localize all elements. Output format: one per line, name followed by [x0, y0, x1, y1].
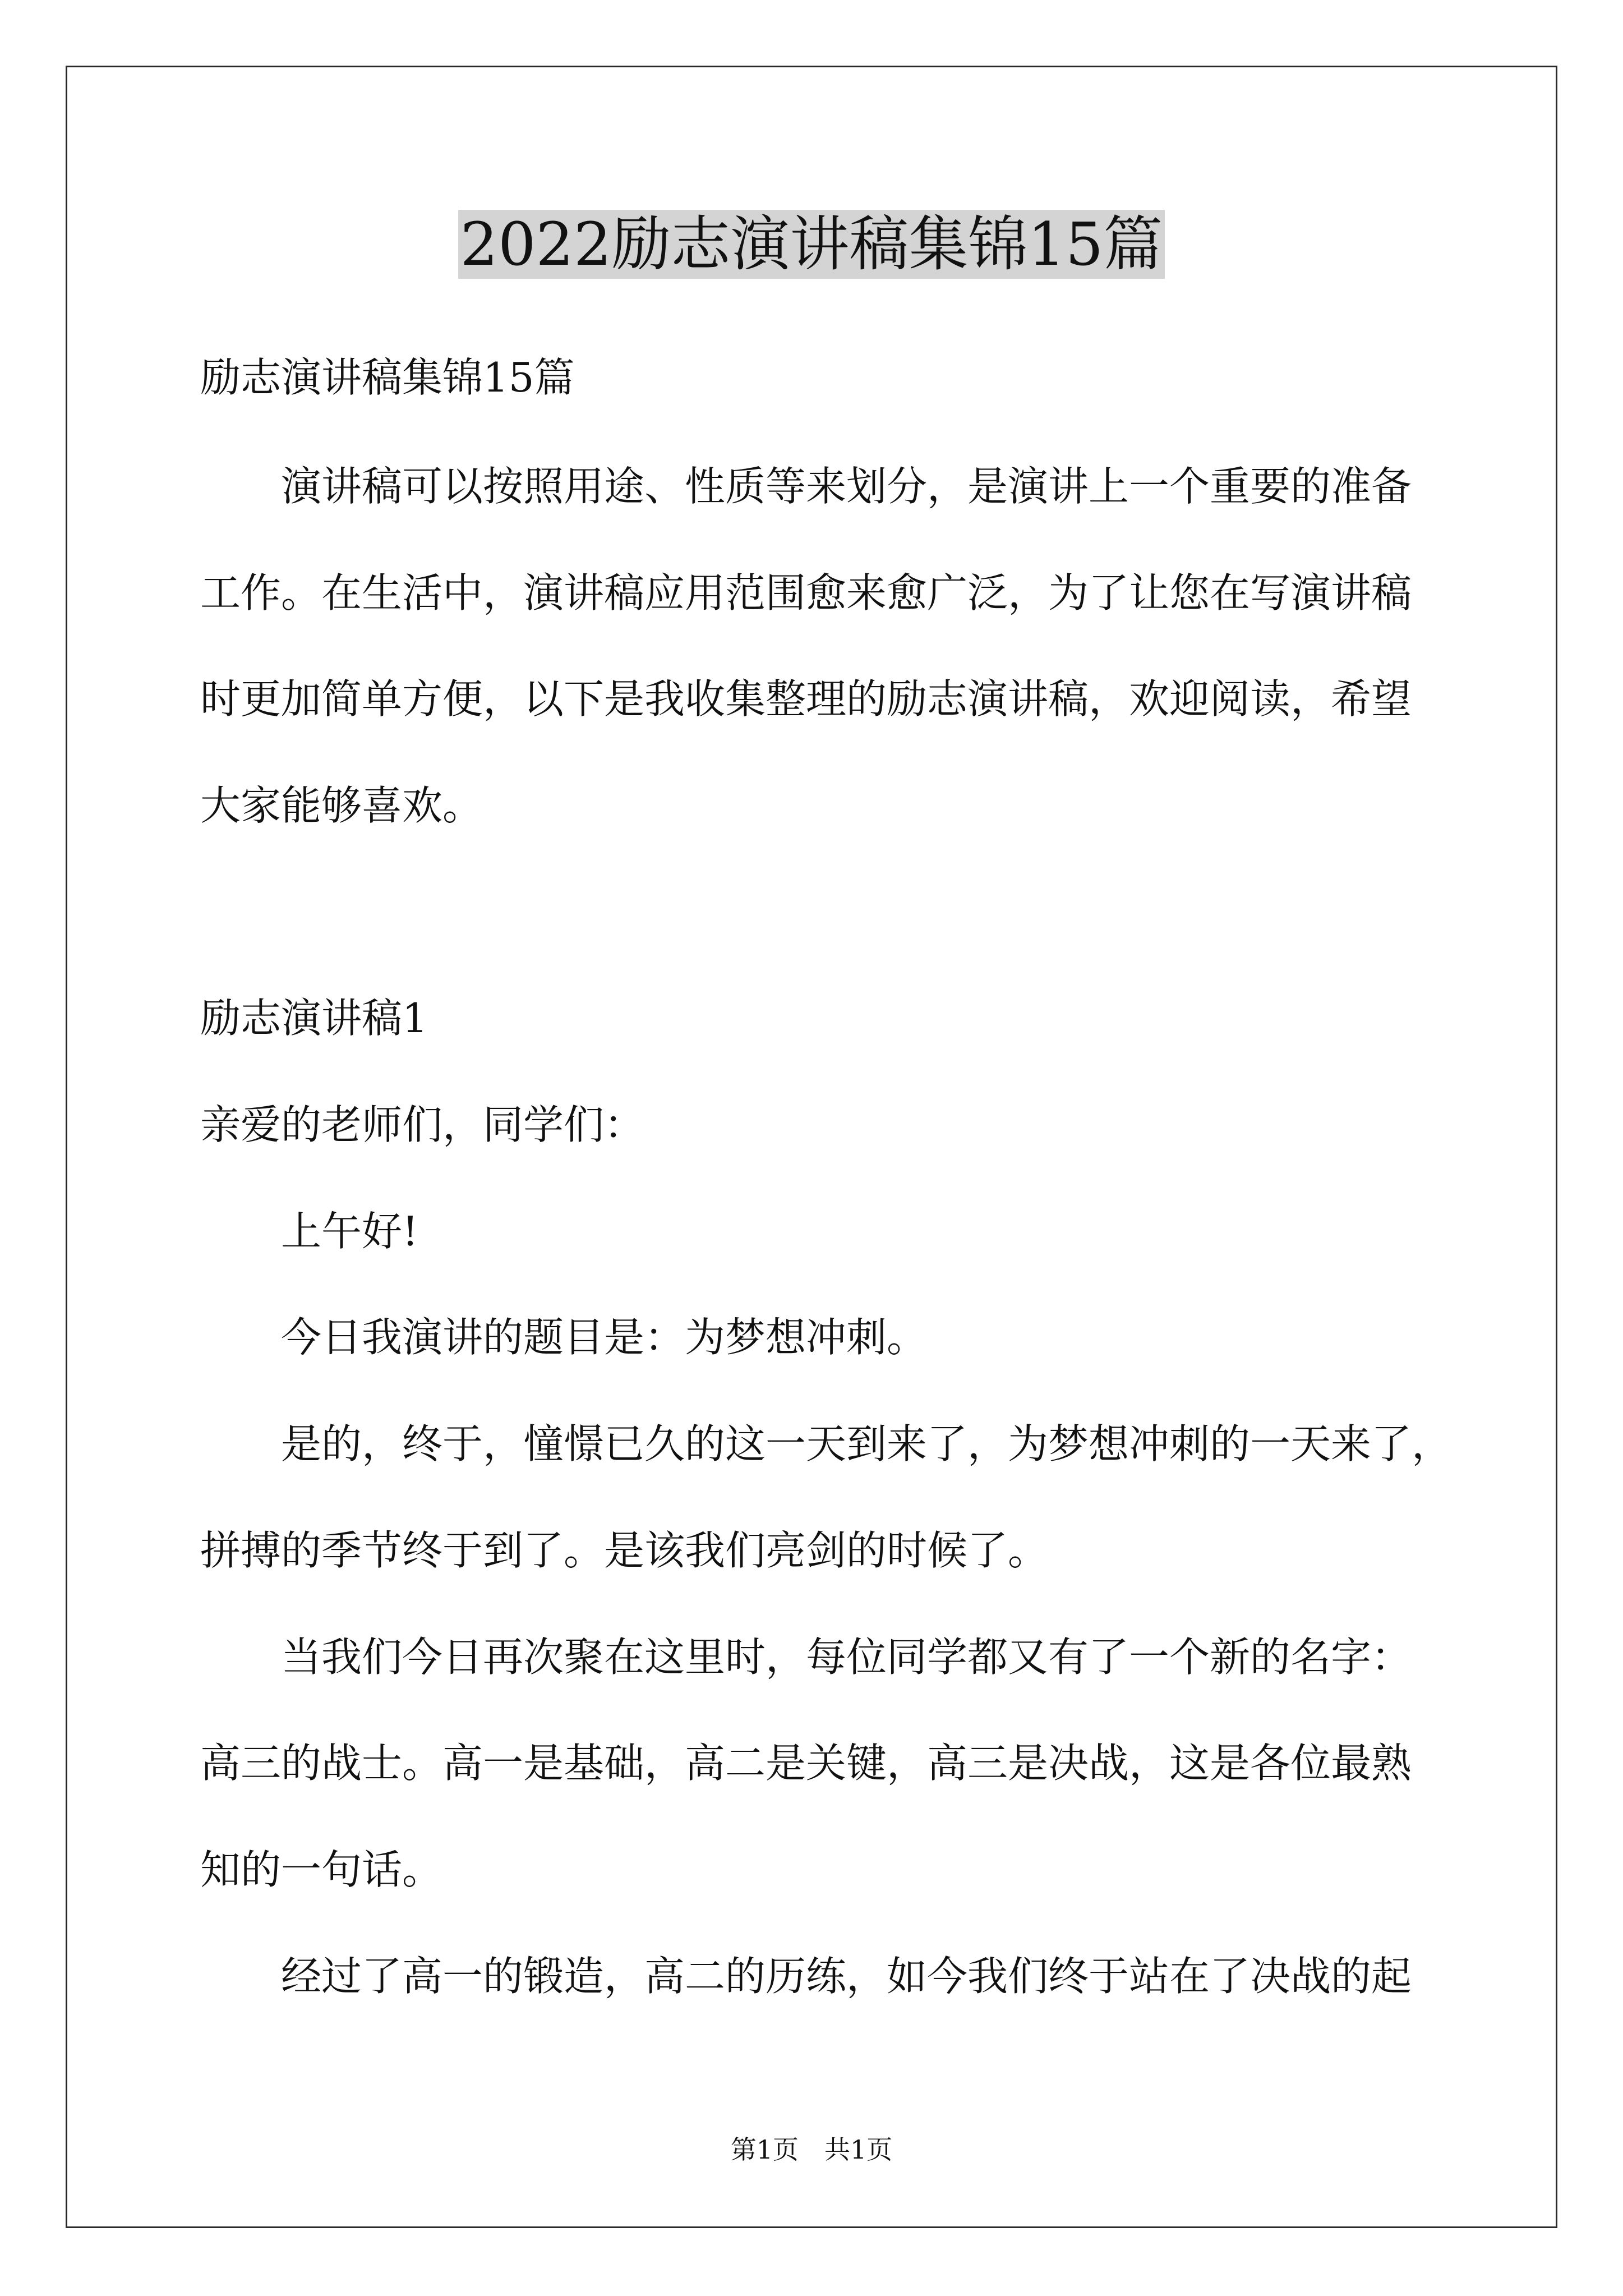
section-heading: 励志演讲稿1 — [200, 995, 428, 1042]
text-line-8: 上午好! — [200, 1208, 418, 1255]
text-line-15: 经过了高一的锻造，高二的历练，如今我们终于站在了决战的起 — [200, 1953, 1412, 2000]
text-line-13: 高三的战士。高一是基础，高二是关键，高三是决战，这是各位最熟 — [200, 1740, 1412, 1787]
text-line-4: 时更加简单方便，以下是我收集整理的励志演讲稿，欢迎阅读，希望 — [200, 675, 1412, 723]
text-line-14: 知的一句话。 — [200, 1846, 443, 1893]
text-line-9: 今日我演讲的题目是：为梦想冲刺。 — [200, 1314, 928, 1361]
text-line-1: 励志演讲稿集锦15篇 — [200, 354, 575, 401]
text-line-10: 是的，终于，憧憬已久的这一天到来了，为梦想冲刺的一天来了， — [200, 1420, 1453, 1467]
text-line-5: 大家能够喜欢。 — [200, 782, 483, 829]
document-title: 2022励志演讲稿集锦15篇 — [0, 205, 1623, 284]
text-line-3: 工作。在生活中，演讲稿应用范围愈来愈广泛，为了让您在写演讲稿 — [200, 569, 1412, 616]
page-footer: 第1页 共1页 — [730, 2134, 893, 2165]
text-line-2: 演讲稿可以按照用途、性质等来划分，是演讲上一个重要的准备 — [200, 463, 1412, 510]
text-line-12: 当我们今日再次聚在这里时，每位同学都又有了一个新的名字： — [200, 1634, 1412, 1681]
text-line-7: 亲爱的老师们，同学们： — [200, 1101, 645, 1148]
text-line-11: 拼搏的季节终于到了。是该我们亮剑的时候了。 — [200, 1527, 1049, 1574]
